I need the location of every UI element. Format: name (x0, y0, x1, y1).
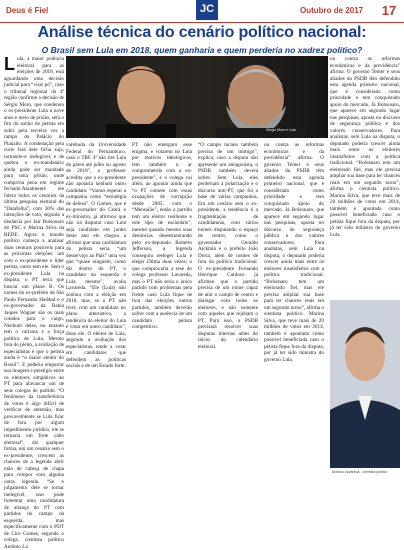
column-6-text: ou contra as reformas econômicas e da previdência” afirma. O governo Temer e seus aliados do PSDB têm defendido esta agenda primeiro nacional, que é considerada como prioridade e tem conquistado apoio do mercado. Já Bolsonaro, que aparece em segundo lugar nas pesquisas, aposta no discurso de segurança pública e dos valores conservadores. Para analistas, sem Lula na disputa, o deputado poderia crescer ainda mais entre os eleitores insatisfeitos com a política tradicional. “Bolsonaro tem um eleitorado fiel, mas ele precisa ampliar sua base para ter chances reais em um segundo turno”, afirma o cientista político. Marina Silva, que teve mais de 20 milhões de votos em 2014, também é apontada como possível beneficiada caso o petista fique fora da disputa, por já ter sido ministra do governo Lula. (330, 56, 400, 238)
page-header (0, 0, 404, 22)
article-title: Análise técnica do cenário político nacional: (37, 24, 367, 41)
portrait-illustration (330, 300, 400, 468)
column-2-text: varebuda da Universidade Federal do Pernambuco, caso o TRF 4ª não tire Lula do páreo até julho ou agosto de 2018”, o professor acredita que o ex-presidente não apoiaria nenhum outro candidato. “Vamos esperar a campanha como “estratégia de defesa”. O Gomes, que é ex-governador do Ceará e ex-ministro, já afirmou que não irá disputar caso Lula seja candidato em junho deste ano ele chegou a afirmar que uma candidatura do petista seria “um desserviço ao País” uma vez que “quase ninguém, como diz dentro do PT, o candidato da esquerda é Lula mesmo”, avalia Lavareda. “Ele (Lula) não sonhou com a eleição em 2018, mas, se o PT não tiver, com um candidato no plano alternativo, a tendência do eleitor do Lula é votar em outro candidato”, disse ele. O eleitor de Lula, segundo a avaliação dos especialistas, tende a votar em candidatos que defendem as políticas sociais e de um Estado forte. (66, 142, 126, 369)
article-column-4 (198, 142, 258, 476)
newspaper-logo: JC (196, 0, 218, 20)
issue-date: Outubro de 2017 (300, 6, 364, 15)
article-column-6 (330, 56, 400, 296)
header-rule (0, 22, 404, 23)
photo-caption: Sérgio Moro e Lula (266, 128, 296, 132)
newspaper-slogan: Deus é Fiel (6, 6, 49, 15)
photo-illustration (66, 56, 328, 138)
columnist-photo (330, 300, 400, 468)
column-4-text: “O campo tucano também precisa de um inimigo”, explica, caso a disputa não apresente um antagonista, o PSDB também deverá sofrer. Sem Lula, eles perderiam a polarização e o discurso anti-PT, que foi a base de várias campanhas. Em um cenário sem o ex-presidente, a tendência é a fragmentação de candidaturas, com vários nomes disputando o espaço de centro, como o governador Geraldo Alckmin e o prefeito João Doria, além de nomes de fora da política tradicional. O ex-presidente Fernando Henrique Cardoso já afirmou que o partido precisa de um nome capaz de unir o campo de centro e dialogar com todos os eleitores, e não somente com aqueles que rejeitam o PT. Para isso, o PSDB precisará resolver suas disputas internas antes do início do calendário eleitoral. (198, 142, 258, 350)
article-column-1 (4, 54, 64, 550)
newspaper-logo-subtitle: JORNAL DA CIDADE (197, 17, 217, 19)
article-subtitle: O Brasil sem Lula em 2018, quem ganharia e quem perderia no xadrez político? (41, 45, 363, 55)
columnist-caption: Antônio Lavareda - cientista político (332, 470, 388, 474)
page-number: 17 (381, 3, 397, 18)
article-column-2 (66, 142, 126, 476)
article-photo-moro-lula (66, 56, 328, 138)
article-column-5 (264, 142, 324, 476)
column-1-text: ula, a maior potência eleitoral para as eleições de 2018, está aguardando uma decisão judicial para “virar pó”, caso o tribunal regional da 4ª região confirme a decisão de Sérgio Moro, que condenou o ex-presidente Lula a nove anos e meio de prisão, será o fim do sonho do petista em subir pela terceira vez a rampa do Palácio do Planalto. A condenação pela corte fará dele ficha suja, tornando-o inelegível, e de quebra o ex-mandatário ainda pode ser mandado para uma prisão, onde cumpriria pena em regime fechado.Atualmente ele lidera todos os cenários da última pesquisa eleitoral do “Datafolha”, com 30% das intenções de voto, seguido a distância por Jair Bolsonaro do PSC e Marina Silva da REDE. Agora o mundo político começa a analisar duas centrais possíveis para as próximas eleições: um com o ex-presidente e líder petista, outro sem ele. Sem o ex-presidente Lula na disputa, o PT teria que buscar um plano B. Os nomes do ex-prefeito de São Paulo Fernando Haddad e o ex-governador da Bahia Jaques Wagner são os mais cotados para o cargo. Nenhum deles, no entanto tem o carisma e a força política de Lula. Mesmo fora do pleito, a avaliação de especialistas é que o petista ainda é “o maior eleitor do Brasil”. E poderia empurrar sua imagem e prestígio entre os eleitores simpáticos ao PT para alavancar um de seus colegas de partido. “O fenômeno da transferência de votos é algo difícil de verificar de antemão, mas provavelmente se Lula ficar de fora por algum impedimento jurídico, ele se tornaria um forte cabo eleitoral”, diz qualquer forma, em um cenário sem o ex-presidente, crescem as chances de a legenda abrir mão de cabeça de chapa para compor com alguma outra legenda. “Se o julgamento dele se tornar inelegível, isso pode fomentar uma candidatura de aliança do PT com partidos do campo da esquerda, mas especificamente com o PDT de Ciro Gomes, segundo o colega, cientista político Antônio La (4, 56, 64, 550)
drop-cap: L (4, 54, 15, 74)
column-5-text: ou contra as reformas econômicas e da previdência” afirma. O governo Temer e seus aliados do PSDB têm defendido esta agenda primeiro nacional, que é considerada como prioridade e tem conquistado apoio do mercado. Já Bolsonaro, que aparece em segundo lugar nas pesquisas, aposta no discurso de segurança pública e dos valores conservadores. Para analistas, sem Lula na disputa, o deputado poderia crescer ainda mais entre os eleitores insatisfeitos com a política tradicional. “Bolsonaro tem um eleitorado fiel, mas ele precisa ampliar sua base para ter chances reais em um segundo turno”, afirma o cientista político. Marina Silva, que teve mais de 20 milhões de votos em 2014, também é apontada como possível beneficiada caso o petista fique fora da disputa, por já ter sido ministra do governo Lula. (264, 142, 324, 363)
article-column-3 (132, 142, 192, 476)
column-3-text: PT não emergam esse enigma, e votarem no Lula por motivos ideológicos, tem também o ar comprometido com o ex-presidente”, e o colega vai além, ao apontar ainda que “o PT comete com essas ocupações de corrupção desde 2005, com o “Mensalão”, então o partido tem um eleitor resiliente e este tipo de escândalo”, mesmo quando mesmo suas denúncias desestruturando pelo ex-deputado Roberto Jefferson, a legenda conseguiu reeleger Lula e eleger Dilma duas vezes; o que comprovaria a tese do colega professor Lavareda, mas o PT não seria o único partido com problemas pela frente caso Lula fique de fora das eleições outros partidos, também deverão sofrer com a ausência de um candidato petista competitivo. (132, 142, 192, 330)
